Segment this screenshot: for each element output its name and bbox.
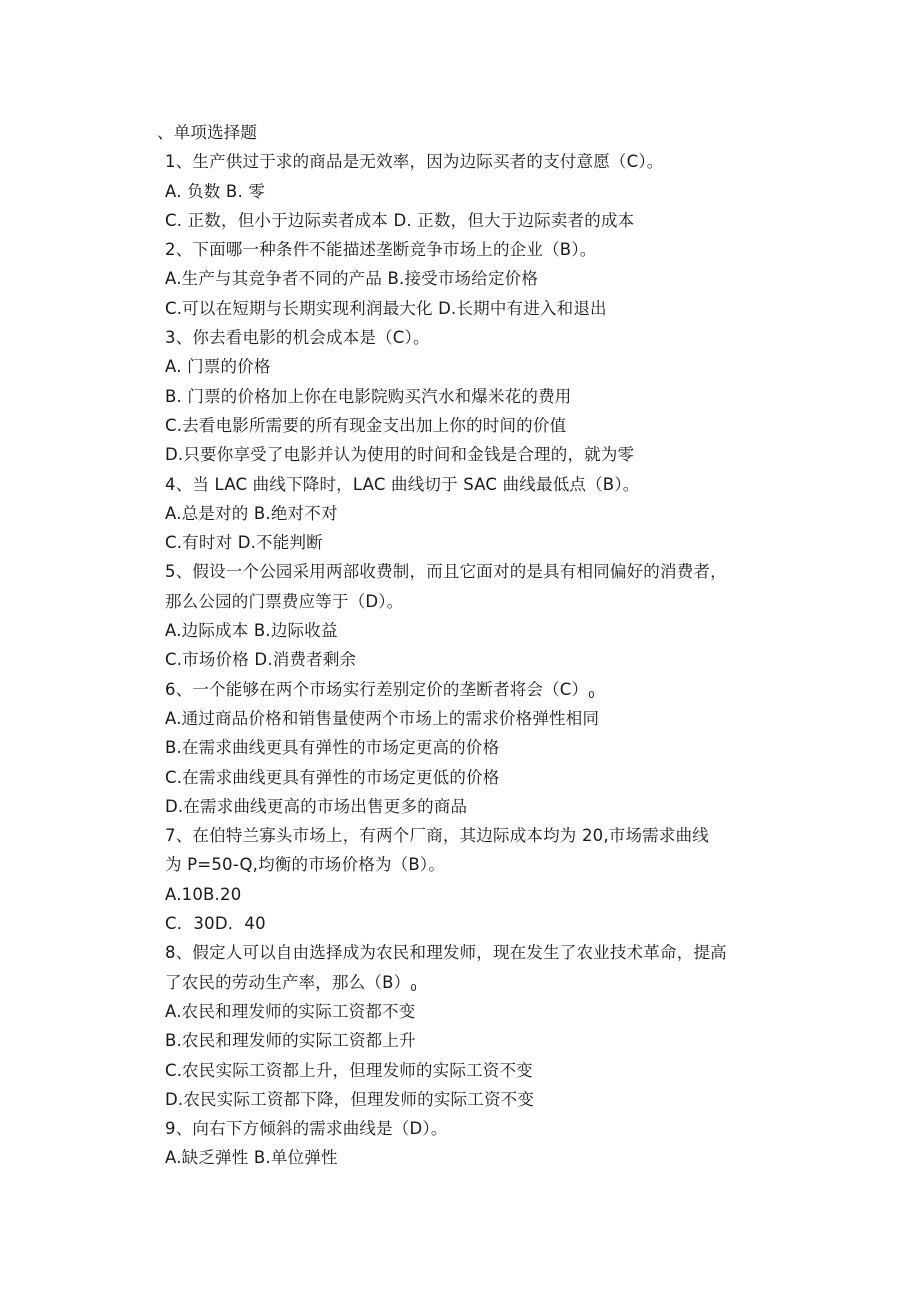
question-7-line-2: 为 P=50-Q,均衡的市场价格为（B）。 xyxy=(165,855,446,875)
question-2-options-ab: A.生产与其竞争者不同的产品 B.接受市场给定价格 xyxy=(165,269,539,289)
question-8-text: 了农民的劳动生产率，那么（B） xyxy=(165,972,411,992)
question-1: 1、生产供过于求的商品是无效率，因为边际买者的支付意愿（C）。 xyxy=(165,152,664,172)
question-6-subscript: 0 xyxy=(588,689,595,701)
question-7-options-cd: C．30D．40 xyxy=(165,914,266,934)
question-6-option-a: A.通过商品价格和销售量使两个市场上的需求价格弹性相同 xyxy=(165,708,600,728)
question-6-option-b: B.在需求曲线更具有弹性的市场定更高的价格 xyxy=(165,738,500,758)
question-3-option-a: A. 门票的价格 xyxy=(165,357,271,377)
question-5-line-1: 5、假设一个公园采用两部收费制，而且它面对的是具有相同偏好的消费者， xyxy=(165,562,727,582)
question-8-line-1: 8、假定人可以自由选择成为农民和理发师，现在发生了农业技术革命，提高 xyxy=(165,943,727,963)
question-6-option-d: D.在需求曲线更高的市场出售更多的商品 xyxy=(165,796,468,816)
question-9-options-ab: A.缺乏弹性 B.单位弹性 xyxy=(165,1148,338,1168)
question-7-line-1: 7、在伯特兰寡头市场上，有两个厂商，其边际成本均为 20,市场需求曲线 xyxy=(165,826,709,846)
question-8-line-2 xyxy=(165,968,785,997)
question-4: 4、当 LAC 曲线下降时，LAC 曲线切于 SAC 曲线最低点（B）。 xyxy=(165,474,640,494)
question-8-option-b: B.农民和理发师的实际工资都上升 xyxy=(165,1031,416,1051)
question-5-options-cd: C.市场价格 D.消费者剩余 xyxy=(165,650,357,670)
question-1-options-cd: C. 正数，但小于边际卖者成本 D. 正数，但大于边际卖者的成本 xyxy=(165,210,635,230)
section-heading: 、单项选择题 xyxy=(157,123,258,142)
question-5-line-2: 那么公园的门票费应等于（D）。 xyxy=(165,591,404,611)
question-3-option-d: D.只要你享受了电影并认为使用的时间和金钱是合理的，就为零 xyxy=(165,445,635,465)
question-6 xyxy=(165,675,785,704)
question-3: 3、你去看电影的机会成本是（C）。 xyxy=(165,328,430,348)
question-8-subscript: 0 xyxy=(410,982,417,994)
question-8-option-a: A.农民和理发师的实际工资都不变 xyxy=(165,1001,416,1021)
question-2: 2、下面哪一种条件不能描述垄断竞争市场上的企业（B）。 xyxy=(165,240,597,260)
question-6-text: 6、一个能够在两个市场实行差别定价的垄断者将会（C） xyxy=(165,679,589,699)
question-5-options-ab: A.边际成本 B.边际收益 xyxy=(165,621,338,641)
document-body xyxy=(157,118,785,1173)
question-7-options-ab: A.10B.20 xyxy=(165,884,242,904)
question-4-options-cd: C.有时对 D.不能判断 xyxy=(165,533,323,553)
question-9: 9、向右下方倾斜的需求曲线是（D）。 xyxy=(165,1119,448,1139)
question-2-options-cd: C.可以在短期与长期实现利润最大化 D.长期中有进入和退出 xyxy=(165,298,607,318)
question-4-options-ab: A.总是对的 B.绝对不对 xyxy=(165,503,338,523)
question-3-option-c: C.去看电影所需要的所有现金支出加上你的时间的价值 xyxy=(165,415,567,435)
question-8-option-c: C.农民实际工资都上升，但理发师的实际工资不变 xyxy=(165,1060,533,1080)
question-1-options-ab: A. 负数 B. 零 xyxy=(165,181,266,201)
question-6-option-c: C.在需求曲线更具有弹性的市场定更低的价格 xyxy=(165,767,500,787)
question-8-option-d: D.农民实际工资都下降，但理发师的实际工资不变 xyxy=(165,1089,535,1109)
question-3-option-b: B. 门票的价格加上你在电影院购买汽水和爆米花的费用 xyxy=(165,386,572,406)
